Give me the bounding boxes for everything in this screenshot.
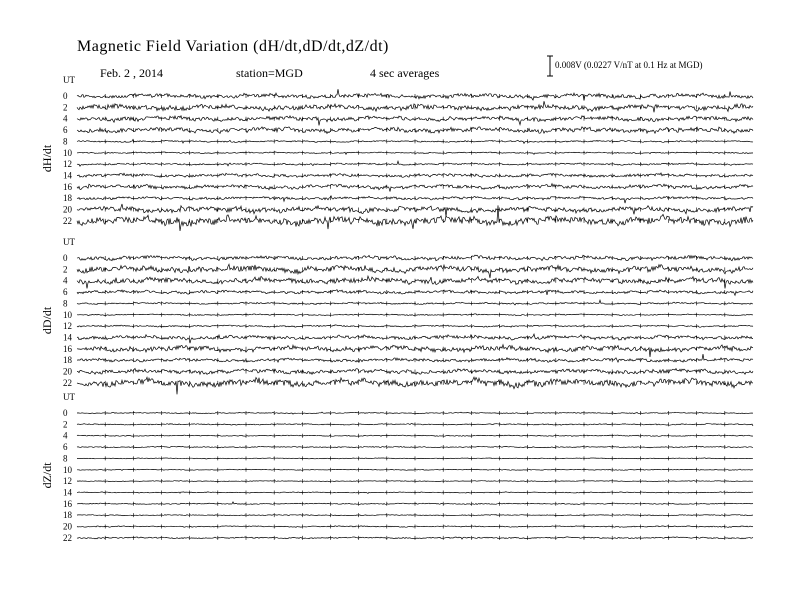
hour-label-dd: 0 xyxy=(63,253,68,263)
hour-label-dh: 14 xyxy=(63,170,72,181)
hour-label-dd: 22 xyxy=(63,377,72,388)
hour-label-dz: 4 xyxy=(63,430,68,441)
hour-label-dd: 10 xyxy=(63,309,72,320)
hour-label-dz: 12 xyxy=(63,476,72,487)
hour-label-dh: 0 xyxy=(63,91,68,101)
chart-title: Magnetic Field Variation (dH/dt,dD/dt,dZ/dt) xyxy=(77,38,389,55)
hour-label-dd: 12 xyxy=(63,321,72,332)
hour-label-dz: 10 xyxy=(63,464,72,475)
hour-label-dz: 6 xyxy=(63,442,68,453)
hour-label-dz: 18 xyxy=(63,510,72,521)
trace-dd xyxy=(77,377,753,394)
ylabel-dz: dZ/dt xyxy=(40,462,54,489)
hour-label-dd: 18 xyxy=(63,355,72,366)
hour-label-dh: 16 xyxy=(63,181,72,192)
hour-label-dz: 0 xyxy=(63,408,68,418)
hour-label-dd: 4 xyxy=(63,275,68,286)
hour-label-dz: 2 xyxy=(63,419,68,430)
hour-label-dh: 4 xyxy=(63,113,68,124)
hour-label-dh: 22 xyxy=(63,215,72,226)
hour-label-dd: 20 xyxy=(63,366,72,377)
hour-label-dz: 22 xyxy=(63,532,72,543)
hour-label-dh: 10 xyxy=(63,147,72,158)
hour-label-dz: 20 xyxy=(63,521,72,532)
hour-label-dh: 20 xyxy=(63,204,72,215)
date-label: Feb. 2 , 2014 xyxy=(100,66,163,80)
hour-label-dd: 2 xyxy=(63,264,68,275)
hour-label-dz: 16 xyxy=(63,498,72,509)
ut-label-dd: UT xyxy=(63,237,75,247)
hour-label-dd: 8 xyxy=(63,298,68,309)
hour-label-dh: 2 xyxy=(63,102,68,113)
ut-label-dz: UT xyxy=(63,392,75,402)
hour-label-dh: 18 xyxy=(63,193,72,204)
station-label: station=MGD xyxy=(236,66,303,80)
averaging-label: 4 sec averages xyxy=(370,66,440,80)
hour-label-dh: 12 xyxy=(63,159,72,170)
hour-label-dz: 14 xyxy=(63,487,72,498)
hour-label-dh: 8 xyxy=(63,136,68,147)
hour-label-dd: 14 xyxy=(63,332,72,343)
hour-label-dd: 6 xyxy=(63,287,68,298)
hour-label-dh: 6 xyxy=(63,125,68,136)
ylabel-dd: dD/dt xyxy=(40,306,54,335)
ylabel-dh: dH/dt xyxy=(40,144,54,173)
ut-label-dh: UT xyxy=(63,75,75,85)
hour-label-dz: 8 xyxy=(63,453,68,464)
hour-label-dd: 16 xyxy=(63,343,72,354)
scale-label: 0.008V (0.0227 V/nT at 0.1 Hz at MGD) xyxy=(555,60,703,70)
